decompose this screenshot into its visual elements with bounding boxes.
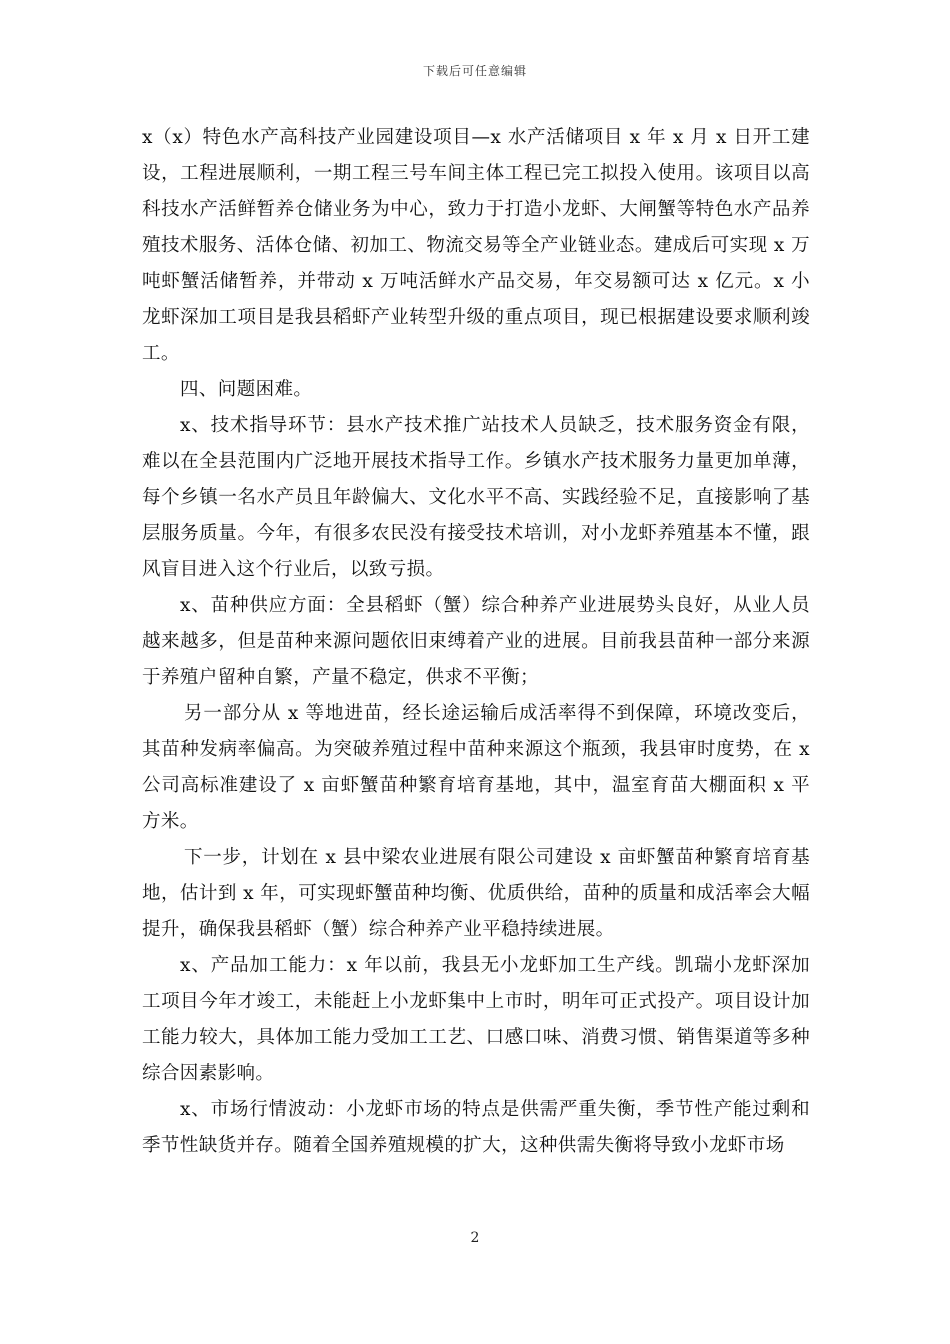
paragraph-project-status: x（x）特色水产高科技产业园建设项目—x 水产活储项目 x 年 x 月 x 日开工建设，工程进展顺利，一期工程三号车间主体工程已完工拟投入使用。该项目以高科技水产活鲜暂养仓储业务为中心，致力于打造小龙虾、大闸蟹等特色水产品养殖技术服务、活体仓储、初加工、物流交易等全产业链业态。建成后可实现 x 万吨虾蟹活储暂养，并带动 x 万吨活鲜水产品交易，年交易额可达 x 亿元。x 小龙虾深加工项目是我县稻虾产业转型升级的重点项目，现已根据建设要求顺利竣工。 (142, 127, 810, 364)
paragraph-technical-guidance: x、技术指导环节：县水产技术推广站技术人员缺乏，技术服务资金有限，难以在全县范围内广泛地开展技术指导工作。乡镇水产技术服务力量更加单薄，每个乡镇一名水产员且年龄偏大、文化水平不高、实践经验不足，直接影响了基层服务质量。今年，有很多农民没有接受技术培训，对小龙虾养殖基本不懂，跟风盲目进入这个行业后，以致亏损。 (142, 415, 810, 580)
page-number: 2 (470, 1230, 480, 1246)
paragraph-market-fluctuation: x、市场行情波动：小龙虾市场的特点是供需严重失衡，季节性产能过剩和季节性缺货并存。随着全国养殖规模的扩大，这种供需失衡将导致小龙虾市场 (142, 1099, 810, 1156)
paragraph-processing-capacity: x、产品加工能力：x 年以前，我县无小龙虾加工生产线。凯瑞小龙虾深加工项目今年才竣工，未能赶上小龙虾集中上市时，明年可正式投产。项目设计加工能力较大，具体加工能力受加工工艺、口感口味、消费习惯、销售渠道等多种综合因素影响。 (142, 955, 810, 1084)
paragraph-seedling-imports: 另一部分从 x 等地进苗，经长途运输后成活率得不到保障，环境改变后，其苗种发病率偏高。为突破养殖过程中苗种来源这个瓶颈，我县审时度势，在 x 公司高标准建设了 x 亩虾蟹苗种繁育培育基地，其中，温室育苗大棚面积 x 平方米。 (142, 703, 810, 832)
section-heading-problems: 四、问题困难。 (180, 379, 313, 400)
page-header: 下载后可任意编辑 (422, 64, 527, 78)
paragraph-next-step: 下一步，计划在 x 县中梁农业进展有限公司建设 x 亩虾蟹苗种繁育培育基地，估计到 x 年，可实现虾蟹苗种均衡、优质供给，苗种的质量和成活率会大幅提升，确保我县稻虾（蟹）综合种养产业平稳持续进展。 (142, 847, 810, 940)
paragraph-seedling-supply: x、苗种供应方面：全县稻虾（蟹）综合种养产业进展势头良好，从业人员越来越多，但是苗种来源问题依旧束缚着产业的进展。目前我县苗种一部分来源于养殖户留种自繁，产量不稳定，供求不平衡； (142, 595, 810, 688)
document-body (142, 120, 810, 1164)
